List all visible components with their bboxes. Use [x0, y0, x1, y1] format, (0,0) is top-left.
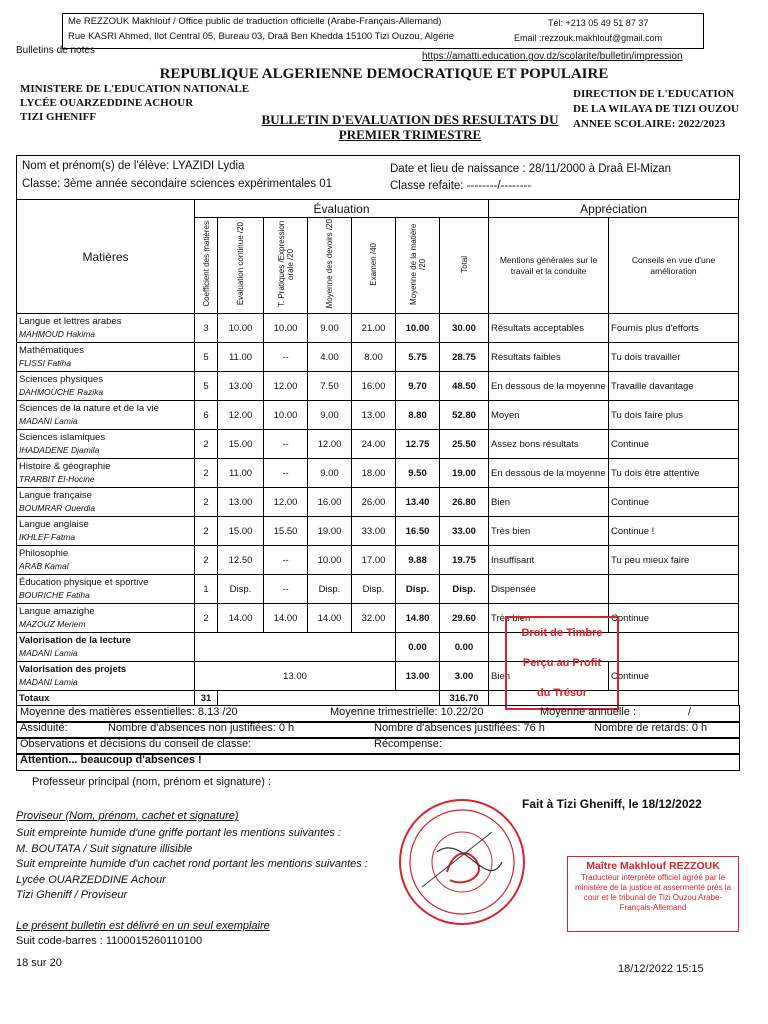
single-copy-note: Le présent bulletin est délivré en un seul exemplaire [16, 920, 270, 932]
exam-header: Examen /40 [352, 218, 396, 314]
subject-cell [17, 459, 195, 488]
teacher-name: MADANI Lamia [19, 416, 78, 426]
moyenne-cell: 13.40 [396, 488, 440, 517]
table-row [17, 575, 739, 604]
devoirs-cell: 9.00 [308, 401, 352, 430]
teacher-name: BOUMRAR Ouerdia [19, 503, 96, 513]
devoirs-cell: 9.00 [308, 459, 352, 488]
tp-cell: 10.00 [264, 314, 308, 343]
mention-cell: En dessous de la moyenne [489, 459, 609, 488]
teacher-name: IHADADENE Djamila [19, 445, 100, 455]
table-row [17, 633, 739, 662]
evaluation-header: Évaluation [195, 200, 489, 218]
conseil-cell: Continue [609, 662, 739, 691]
mention-cell: Moyen [489, 401, 609, 430]
moy-essentielles: Moyenne des matières essentielles: 8.13 /20 [20, 706, 238, 718]
subject-name: Mathématiques [19, 345, 84, 356]
conseil-cell: Tu dois faire plus [609, 401, 739, 430]
exam-cell: 13.00 [352, 401, 396, 430]
coef-cell: 5 [195, 343, 218, 372]
late-count: Nombre de retards: 0 h [594, 722, 708, 734]
eval-cell: 10.00 [218, 314, 264, 343]
devoirs-cell: 12.00 [308, 430, 352, 459]
total-cell: Disp. [440, 575, 489, 604]
proviseur-line: M. BOUTATA / Suit signature illisible [16, 842, 193, 855]
exam-cell: Disp. [352, 575, 396, 604]
moyenne-cell: 5.75 [396, 343, 440, 372]
eval-header: Évaluation continue /20 [218, 218, 264, 314]
name-label: Nom et prénom(s) de l'élève: [22, 160, 170, 172]
grades-table [16, 199, 739, 706]
conseil-cell: Continue [609, 604, 739, 633]
moyenne-cell: 13.00 [396, 662, 440, 691]
moy-annuelle-value: / [688, 706, 692, 718]
exam-cell: 16.00 [352, 372, 396, 401]
total-cell: 33.00 [440, 517, 489, 546]
teacher-name: FLISSI Fatiha [19, 358, 71, 368]
student-class: 3ème année secondaire sciences expérimentales 01 [63, 178, 333, 190]
repeat-value: --------/-------- [466, 180, 532, 192]
tp-cell: 15.50 [264, 517, 308, 546]
subject-name: Valorisation des projets [19, 664, 127, 675]
tax-stamp-line: Perçu au Profit [522, 657, 602, 669]
table-row [17, 662, 739, 691]
total-cell: 52.80 [440, 401, 489, 430]
subject-name: Langue et lettres arabes [19, 316, 122, 327]
proviseur-line: Tizi Gheniff / Proviseur [16, 889, 128, 901]
subject-cell [17, 488, 195, 517]
subject-cell [17, 517, 195, 546]
teacher-name: MADANI Lamia [19, 677, 78, 687]
coef-cell: 2 [195, 546, 218, 575]
student-name: LYAZIDI Lydia [172, 160, 245, 172]
tp-cell: -- [264, 430, 308, 459]
translator-address: Rue KASRI Ahmed, Ilot Central 05, Bureau 03, Draâ Ben Khedda 15100 Tizi Ouzou, Algérie [68, 31, 455, 42]
mention-cell: Très bien [489, 604, 609, 633]
mention-cell: Bien [489, 488, 609, 517]
subject-cell [17, 604, 195, 633]
teacher-name: TRARBIT El-Hocine [19, 474, 95, 484]
tp-cell: -- [264, 575, 308, 604]
table-row [17, 314, 739, 343]
exam-cell: 24.00 [352, 430, 396, 459]
moy-annuelle: Moyenne annuelle : [540, 706, 637, 718]
official-seal-icon [392, 792, 532, 932]
devoirs-cell: 9.00 [308, 314, 352, 343]
total-cell: 19.75 [440, 546, 489, 575]
proviseur-line: Lycée OUARZEDDINE Achour [16, 873, 166, 886]
repeat-row [390, 180, 531, 192]
class-label: Classe: [22, 178, 61, 190]
teacher-name: IKHLEF Fatma [19, 532, 76, 542]
translator-header-line1: Me REZZOUK Makhlouf / Office public de traduction officielle (Arabe-Français-Allemand) [68, 16, 442, 27]
mention-cell: Très bien [489, 517, 609, 546]
subject-name: Langue anglaise [19, 519, 89, 530]
print-datetime: 18/12/2022 15:15 [618, 963, 704, 975]
eval-cell: 14.00 [218, 604, 264, 633]
table-row [17, 401, 739, 430]
coef-header: Coefficient des matières [195, 218, 218, 314]
recompense-label: Récompense: [374, 738, 442, 750]
eval-cell: Disp. [218, 575, 264, 604]
school-year: ANNEE SCOLAIRE: 2022/2023 [573, 118, 726, 130]
birth-value: 28/11/2000 à Draâ El-Mizan [528, 163, 672, 175]
coef-cell: 2 [195, 488, 218, 517]
student-class-row [22, 178, 332, 190]
moyenne-header: Moyenne de la matière /20 [396, 218, 440, 314]
translator-stamp-text: Traducteur interprète officiel agréé par le ministère de la justice et assermenté près la cour et le tribunal de Tizi Ouzou Arabe-Français-Allemand [574, 873, 732, 912]
translator-stamp [567, 856, 739, 932]
conseil-cell: Fournis plus d'efforts [609, 314, 739, 343]
wilaya-line: DE LA WILAYA DE TIZI OUZOU [573, 103, 739, 115]
place-date: Fait à Tizi Gheniff, le 18/12/2022 [522, 797, 702, 811]
coef-cell: 5 [195, 372, 218, 401]
appreciation-header: Appréciation [489, 200, 739, 218]
totals-label: Totaux [17, 691, 195, 706]
assiduite-label: Assiduité: [20, 722, 68, 734]
total-header: Total [440, 218, 489, 314]
conseil-cell: Tu dois travailler [609, 343, 739, 372]
justified-absences: Nombre d'absences justifiées: 76 h [374, 722, 545, 734]
exam-cell: 26.00 [352, 488, 396, 517]
exam-cell: 18.00 [352, 459, 396, 488]
conseils-header: Conseils en vue d'une amélioration [609, 218, 739, 314]
table-row [17, 604, 739, 633]
coef-total: 31 [195, 691, 218, 706]
tp-cell: 12.00 [264, 488, 308, 517]
total-cell: 3.00 [440, 662, 489, 691]
exam-cell: 21.00 [352, 314, 396, 343]
source-url[interactable]: https://amatti.education.gov.dz/scolarite/bulletin/impression [422, 51, 683, 62]
table-row [17, 546, 739, 575]
mention-cell: Bien [489, 662, 609, 691]
empty-cell [195, 633, 396, 662]
mention-cell: Résultats acceptables [489, 314, 609, 343]
grades-body [17, 314, 739, 706]
devoirs-cell: 4.00 [308, 343, 352, 372]
birth-label: Date et lieu de naissance : [390, 163, 526, 175]
total-cell: 28.75 [440, 343, 489, 372]
devoirs-cell: 10.00 [308, 546, 352, 575]
moyenne-cell: 8.80 [396, 401, 440, 430]
tp-cell: -- [264, 546, 308, 575]
subject-name: Langue française [19, 490, 92, 501]
subject-name: Sciences islamiques [19, 432, 106, 443]
coef-cell: 1 [195, 575, 218, 604]
eval-cell: 12.50 [218, 546, 264, 575]
student-name-row [22, 160, 245, 172]
proviseur-label: Proviseur (Nom, prénom, cachet et signature) [16, 810, 239, 822]
eval-cell: 11.00 [218, 343, 264, 372]
republic-title: REPUBLIQUE ALGERIENNE DEMOCRATIQUE ET POPULAIRE [159, 66, 609, 82]
total-cell: 0.00 [440, 633, 489, 662]
conseil-cell: Continue ! [609, 517, 739, 546]
bulletin-title: BULLETIN D'EVALUATION DES RESULTATS DU PREMIER TRIMESTRE [261, 112, 559, 142]
devoirs-cell: 19.00 [308, 517, 352, 546]
direction-line: DIRECTION DE L'EDUCATION [573, 88, 735, 100]
translator-email: Email :rezzouk.makhlouf@gmail.com [514, 33, 663, 43]
devoirs-header: Moyenne des devoirs /20 [308, 218, 352, 314]
coef-cell: 2 [195, 604, 218, 633]
mentions-header: Mentions générales sur le travail et la conduite [489, 218, 609, 314]
subject-cell [17, 343, 195, 372]
eval-cell: 13.00 [195, 662, 396, 691]
subject-name: Valorisation de la lecture [19, 635, 131, 646]
proviseur-line: Suit empreinte humide d'une griffe portant les mentions suivantes : [16, 827, 341, 839]
grand-total: 316.70 [440, 691, 489, 706]
total-cell: 19.00 [440, 459, 489, 488]
teacher-name: DAHMOUCHE Razika [19, 387, 104, 397]
teacher-name: MAHMOUD Hakima [19, 329, 96, 339]
mention-cell: Insuffisant [489, 546, 609, 575]
subject-name: Sciences physiques [19, 374, 103, 385]
repeat-label: Classe refaite: [390, 180, 464, 192]
eval-cell: 11.00 [218, 459, 264, 488]
devoirs-cell: 16.00 [308, 488, 352, 517]
devoirs-cell: 14.00 [308, 604, 352, 633]
subject-cell [17, 546, 195, 575]
subject-cell [17, 430, 195, 459]
subject-name: Sciences de la nature et de la vie [19, 403, 159, 414]
devoirs-cell: 7.50 [308, 372, 352, 401]
table-row [17, 343, 739, 372]
conseil-cell: Tu dois être attentive [609, 459, 739, 488]
subject-name: Philosophie [19, 548, 69, 559]
conseil-cell: Continue [609, 430, 739, 459]
devoirs-cell: Disp. [308, 575, 352, 604]
coef-cell: 2 [195, 459, 218, 488]
mention-cell: Résultats faibles [489, 343, 609, 372]
subject-name: Langue amazighe [19, 606, 95, 617]
subject-cell [17, 314, 195, 343]
total-cell: 25.50 [440, 430, 489, 459]
eval-cell: 15.00 [218, 517, 264, 546]
teacher-name: ARAB Kamal [19, 561, 69, 571]
totals-row [17, 691, 739, 706]
tp-cell: 10.00 [264, 401, 308, 430]
proviseur-line: Suit empreinte humide d'un cachet rond portant les mentions suivantes : [16, 858, 368, 870]
teacher-name: MADANI Lamia [19, 648, 78, 658]
table-row [17, 517, 739, 546]
table-row [17, 372, 739, 401]
eval-cell: 13.00 [218, 372, 264, 401]
conseil-cell [609, 575, 739, 604]
teacher-name: MAZOUZ Meriem [19, 619, 86, 629]
page-number: 18 sur 20 [16, 957, 62, 969]
coef-cell: 6 [195, 401, 218, 430]
coef-cell: 2 [195, 430, 218, 459]
exam-cell: 33.00 [352, 517, 396, 546]
total-cell: 48.50 [440, 372, 489, 401]
moyenne-cell: Disp. [396, 575, 440, 604]
moyenne-cell: 9.88 [396, 546, 440, 575]
tax-stamp [505, 616, 619, 710]
tp-header: T. Pratiques /Expression orale /20 [264, 218, 308, 314]
total-cell: 30.00 [440, 314, 489, 343]
prof-principal-label: Professeur principal (nom, prénom et signature) : [32, 776, 272, 788]
coef-cell: 3 [195, 314, 218, 343]
empty-cell [218, 691, 440, 706]
mention-cell: En dessous de la moyenne [489, 372, 609, 401]
tp-cell: -- [264, 459, 308, 488]
subject-cell [17, 401, 195, 430]
eval-cell: 13.00 [218, 488, 264, 517]
subjects-header: Matières [17, 200, 195, 314]
moyenne-cell: 16.50 [396, 517, 440, 546]
unjustified-absences: Nombre d'absences non justifiées: 0 h [108, 722, 295, 734]
subject-cell [17, 575, 195, 604]
exam-cell: 8.00 [352, 343, 396, 372]
table-row [17, 459, 739, 488]
mention-cell: Assez bons résultats [489, 430, 609, 459]
page-caption: Bulletins de notes [16, 45, 95, 56]
moyenne-cell: 12.75 [396, 430, 440, 459]
observations-label: Observations et décisions du conseil de classe: [20, 738, 252, 750]
tax-stamp-line: du Trésor [536, 687, 588, 699]
translator-stamp-title: Maître Makhlouf REZZOUK [586, 860, 720, 872]
moyenne-cell: 10.00 [396, 314, 440, 343]
subject-name: Éducation physique et sportive [19, 577, 149, 588]
table-row [17, 430, 739, 459]
eval-cell: 12.00 [218, 401, 264, 430]
barcode-text: Suit code-barres : 1100015260110100 [16, 935, 203, 947]
teacher-name: BOURICHE Fatiha [19, 590, 90, 600]
proviseur-details [16, 826, 368, 904]
subject-cell [17, 662, 195, 691]
ministry-line: MINISTERE DE L'EDUCATION NATIONALE [20, 83, 250, 95]
birth-row [390, 163, 671, 175]
tp-cell: 12.00 [264, 372, 308, 401]
moy-trimestrielle: Moyenne trimestrielle: 10.22/20 [330, 706, 484, 718]
tp-cell: 14.00 [264, 604, 308, 633]
school-line: LYCÉE OUARZEDDINE ACHOUR [20, 97, 194, 109]
eval-cell: 15.00 [218, 430, 264, 459]
tp-cell: -- [264, 343, 308, 372]
exam-cell: 32.00 [352, 604, 396, 633]
conseil-cell: Tu peu mieux faire [609, 546, 739, 575]
translator-phone: Tél: +213 05 49 51 87 37 [548, 18, 649, 28]
subject-name: Histoire & géographie [19, 461, 111, 472]
total-cell: 29.60 [440, 604, 489, 633]
moyenne-cell: 9.70 [396, 372, 440, 401]
moyenne-cell: 14.80 [396, 604, 440, 633]
total-cell: 26.80 [440, 488, 489, 517]
mention-cell: Dispensée [489, 575, 609, 604]
town-line: TIZI GHENIFF [20, 111, 97, 123]
subject-cell [17, 633, 195, 662]
subject-cell [17, 372, 195, 401]
moyenne-cell: 9.50 [396, 459, 440, 488]
coef-cell: 2 [195, 517, 218, 546]
attention-note: Attention... beaucoup d'absences ! [20, 754, 202, 766]
conseil-cell: Travaille davantage [609, 372, 739, 401]
exam-cell: 17.00 [352, 546, 396, 575]
tax-stamp-line: Droit de Timbre [521, 627, 603, 639]
moyenne-cell: 0.00 [396, 633, 440, 662]
conseil-cell: Continue [609, 488, 739, 517]
table-row [17, 488, 739, 517]
